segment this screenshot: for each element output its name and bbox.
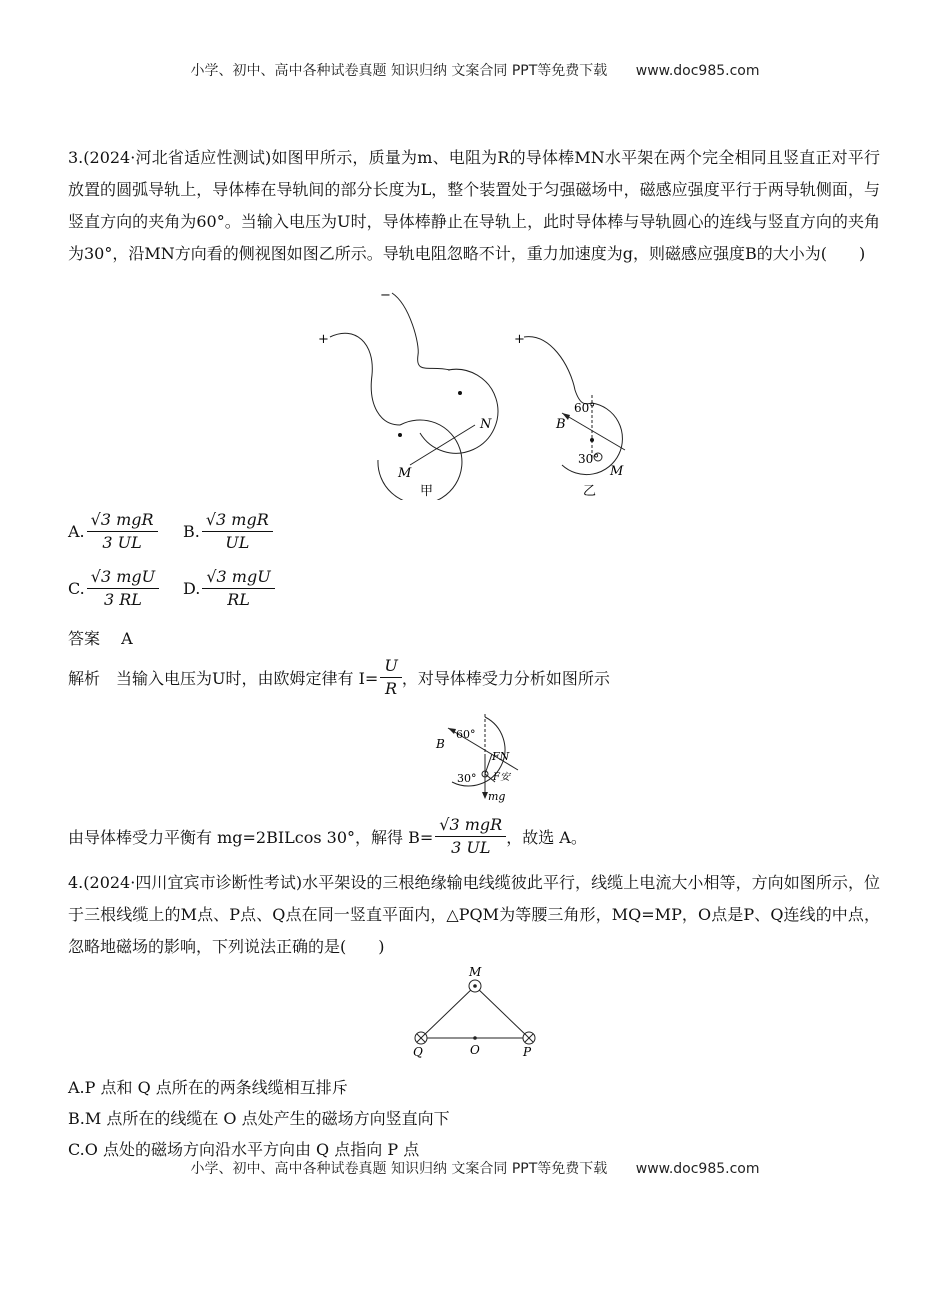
fig-jia-rod [410, 425, 475, 465]
fig-jia-center-front [398, 433, 402, 437]
q3-analysis: 解析 当输入电压为U时，由欧姆定律有 I= $\frac{U}{R}$ ，对导体棒受力分析如图所示 [68, 656, 610, 698]
q3-stem: 3.(2024·河北省适应性测试)如图甲所示，质量为m、电阻为R的导体棒MN水平架在两个完全相同且竖直正对平行放置的圆弧导轨上，导体棒在导轨间的部分长度为L，整个装置处于匀强磁场中，磁感应强度平行于两导轨侧面，与竖直方向的夹角为60°。当输入电压为U时，导体棒静止在导轨上，此时导体棒与导轨圆心的连线与竖直方向的夹角为30°，沿MN方向看的侧视图如图乙所示。导轨电阻忽略不计，重力加速度为g，则磁感应强度B的大小为( ) [68, 148, 880, 263]
fig-jia-plus: + [318, 332, 329, 347]
q3-option-a[interactable]: A. $\frac{\text{√3 mgR}}{3 UL}$ [68, 510, 158, 553]
svg-text:M: M [469, 965, 482, 979]
fig-yi-center [590, 438, 594, 442]
fig-yi-b-line [562, 413, 625, 450]
fig-jia-M: M [398, 466, 412, 481]
fig-yi-B: B [556, 417, 566, 432]
q4-stem: 4.(2024·四川宜宾市诊断性考试)水平架设的三根绝缘输电线缆彼此平行，线缆上电流大小相等，方向如图所示，位于三根线缆上的M点、P点、Q点在同一竖直平面内，△PQM为等腰三角形，MQ=MP，O点是P、Q连线的中点，忽略地磁场的影响，下列说法正确的是( ) [68, 873, 880, 956]
q3-option-d[interactable]: D. $\frac{\text{√3 mgU}}{RL}$ [183, 567, 275, 610]
svg-text:B: B [436, 737, 445, 751]
q3-option-b[interactable]: B. $\frac{\text{√3 mgR}}{UL}$ [183, 510, 273, 553]
fig-jia-wire-right [392, 293, 450, 370]
fig-jia-rail-back [420, 369, 498, 453]
svg-text:Q: Q [413, 1045, 423, 1059]
fig-jia-caption: 甲 [420, 484, 434, 499]
answer-label: 答案 [68, 629, 101, 648]
fig-jia-center-back [458, 391, 462, 395]
fig-yi-wire [524, 337, 592, 404]
q3-figure [300, 285, 660, 500]
page-footer [0, 1158, 950, 1178]
svg-text:F安: F安 [493, 772, 510, 783]
q4-option-c[interactable]: C.O 点处的磁场方向沿水平方向由 Q 点指向 P 点 [68, 1140, 420, 1159]
header-text: 小学、初中、高中各种试卷真题 知识归纳 文案合同 PPT等免费下载 [190, 63, 608, 79]
footer-site[interactable]: www.doc985.com [635, 1161, 760, 1177]
svg-text:P: P [523, 1045, 532, 1059]
fig-jia-wire-left [330, 333, 400, 425]
fig-yi-60: 60° [574, 401, 596, 415]
answer-value: A [121, 629, 133, 648]
svg-text:mg: mg [488, 790, 506, 803]
svg-text:O: O [470, 1043, 480, 1057]
q4-option-b[interactable]: B.M 点所在的线缆在 O 点处产生的磁场方向竖直向下 [68, 1109, 450, 1128]
q3-force-diagram [430, 712, 530, 807]
analysis-label: 解析 [68, 669, 101, 688]
page-header [0, 60, 950, 80]
q4-option-a[interactable]: A.P 点和 Q 点所在的两条线缆相互排斥 [68, 1078, 348, 1097]
footer-text: 小学、初中、高中各种试卷真题 知识归纳 文案合同 PPT等免费下载 [190, 1161, 608, 1177]
fig-yi-caption: 乙 [583, 484, 597, 499]
svg-text:30°: 30° [457, 772, 477, 785]
header-site[interactable]: www.doc985.com [635, 63, 760, 79]
fig-yi-M: M [610, 464, 624, 479]
fig-yi-30: 30° [578, 452, 600, 466]
q3-conclusion: 由导体棒受力平衡有 mg=2BILcos 30°，解得 B= $\frac{\text{√3 mgR}}{3 UL}$ ，故选 A。 [68, 815, 587, 857]
fig-yi-plus: + [514, 332, 525, 347]
svg-text:FN: FN [492, 750, 510, 763]
q3-option-c[interactable]: C. $\frac{\text{√3 mgU}}{3 RL}$ [68, 567, 159, 610]
q4-figure [405, 962, 550, 1060]
q3-answer [68, 626, 133, 649]
fig-jia-N: N [480, 417, 492, 432]
svg-text:60°: 60° [456, 728, 476, 741]
fig-jia-minus: − [380, 288, 391, 303]
